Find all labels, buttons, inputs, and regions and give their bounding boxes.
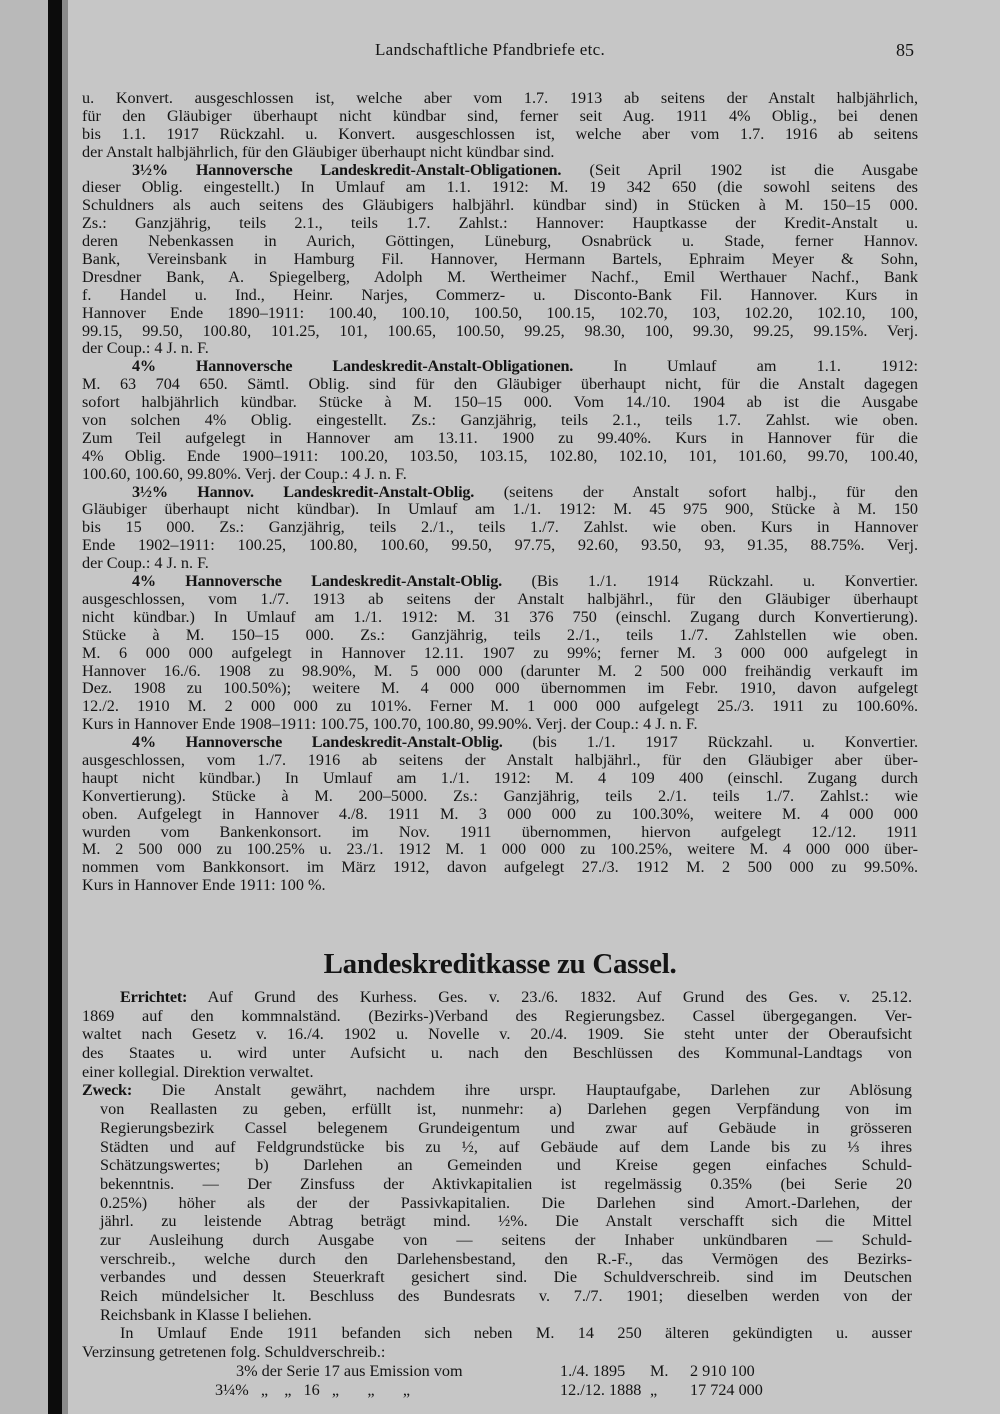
entry-heading: 3½% Hannov. Landeskredit-Anstalt-Oblig. [132, 483, 475, 501]
line-text: In Umlauf Ende 1911 befanden sich neben M. 14 250 älteren gekündigten u. ausser [120, 1324, 912, 1343]
text-line [82, 734, 918, 752]
currency-mark: „ [650, 1381, 658, 1399]
line-text: verschreib., welche durch den Darlehensbestand, den R.-F., das Vermögen des Bezirks- [100, 1249, 912, 1268]
line-text: Verzinsung getretenen folg. Schuldverschreib.: [82, 1343, 386, 1362]
entry-heading: 4% Hannoversche Landeskredit-Anstalt-Obligationen. [132, 358, 574, 376]
text-line [82, 287, 918, 305]
line-text: Ende 1902–1911: 100.25, 100.80, 100.60, 99.50, 97.75, 92.60, 93.50, 93, 91.35, 88.75%. Verj. [82, 537, 918, 555]
text-line [82, 877, 918, 895]
line-text: In Umlauf am 1.1. 1912: [573, 358, 918, 376]
line-text: 12./2. 1910 M. 2 000 000 zu 101%. Ferner M. 1 000 000 aufgelegt 25./3. 1911 zu 100.60%. [82, 698, 918, 716]
text-line [82, 1343, 912, 1362]
line-text: ausgeschlossen, vom 1./7. 1913 ab seitens der Anstalt halbjährl., für den Gläubiger überhaupt [82, 590, 918, 608]
emission-date: 12./12. 1888 [560, 1381, 642, 1399]
line-text: Hannover 16./6. 1908 zu 98.90%, M. 5 000 000 (darunter M. 2 500 000 freihändig verkauft im [82, 662, 918, 680]
line-text: sofort halbjährlich kündbar. Stücke à M. 150–15 000. Vom 14./10. 1904 ab ist die Ausgabe [82, 394, 918, 412]
line-text: für den Gläubiger überhaupt nicht kündbar sind, ferner seit Aug. 1911 4% Oblig., bei denen [82, 107, 918, 125]
line-text: Regierungsbezirk Cassel belegenem Grundeigentum und zwar auf Gebäude in grösseren [100, 1118, 912, 1137]
line-text: 99.15, 99.50, 100.80, 101.25, 101, 100.65, 100.50, 99.25, 98.30, 100, 99.30, 99.25, 99.15%. Verj. [82, 322, 918, 340]
text-line [82, 448, 918, 466]
entry-heading: Errichtet: [120, 988, 188, 1006]
line-text: bis 15 000. Zs.: Ganzjährig, teils 2./1., teils 1./7. Zahlst. wie oben. Kurs in Hannover [82, 519, 918, 537]
entry-heading: Zweck: [82, 1081, 133, 1100]
line-text: Auf Grund des Kurhess. Ges. v. 23./6. 1832. Auf Grund des Ges. v. 25.12. [187, 988, 912, 1006]
line-text: Gläubiger überhaupt nicht kündbar). In Umlauf am 1./1. 1912: M. 45 975 900, Stücke à M. 150 [82, 501, 918, 519]
running-title: Landschaftliche Pfandbriefe etc. [374, 40, 606, 59]
text-line [82, 251, 918, 269]
line-text: Schuldners als auch seitens des Gläubigers halbjährl. kündbar sind) in Stücken à M. 150–15 000. [82, 197, 918, 215]
text-line [82, 1063, 912, 1082]
text-line [82, 1100, 912, 1119]
line-text: Städten und auf Feldgrundstücke bis zu ½, auf Gebäude auf dem Lande bis zu ⅓ ihres [100, 1137, 912, 1156]
text-line [82, 1156, 912, 1175]
series-description: 3¼% „ „ 16 „ „ „ [215, 1381, 411, 1399]
text-line [82, 1007, 912, 1026]
text-line [82, 197, 918, 215]
emission-date: 1./4. 1895 [560, 1362, 626, 1380]
line-text: (bis 1./1. 1917 Rückzahl. u. Konvertier. [502, 734, 918, 752]
line-text: 100.60, 100.60, 99.80%. Verj. der Coup.: 4 J. n. F. [82, 465, 407, 483]
section-hannover-obligations [82, 90, 918, 895]
text-line [82, 555, 918, 573]
text-line [82, 376, 918, 394]
text-line [82, 501, 918, 519]
text-line [82, 627, 918, 645]
line-text: haupt nicht kündbar.) In Umlauf am 1./1. 1912: M. 4 109 400 (einschl. Zugang durch [82, 769, 918, 787]
text-line [82, 841, 918, 859]
line-text: Stücke à M. 150–15 000. Zs.: Ganzjährig, teils 2./1., teils 1./7. Zahlstellen wie oben. [82, 626, 918, 644]
text-line [82, 144, 918, 162]
line-text: f. Handel u. Ind., Heinr. Narjes, Commerz- u. Disconto-Bank Fil. Hannover. Kurs in [82, 286, 918, 304]
text-line [82, 484, 918, 502]
text-line [82, 215, 918, 233]
line-text: nicht kündbar.) In Umlauf am 1./1. 1912: M. 31 376 750 (einschl. Zugang durch Konvertierung). [82, 608, 918, 626]
text-line [82, 573, 918, 591]
text-line [82, 269, 918, 287]
line-text: Kurs in Hannover Ende 1908–1911: 100.75, 100.70, 100.80, 99.90%. Verj. der Coup.: 4 J. n. F. [82, 716, 698, 734]
text-line [82, 645, 918, 663]
line-text: Dresdner Bank, A. Spiegelberg, Adolph M. Wertheimer Nachf., Emil Werthauer Nachf., Bank [82, 268, 918, 286]
line-text: Zum Teil aufgelegt in Hannover am 13.11. 1900 zu 99.40%. Kurs in Hannover für die [82, 429, 918, 447]
adjacent-page-edge [0, 0, 50, 1414]
text-line [82, 305, 918, 323]
text-line [82, 358, 918, 376]
line-text: Hannover Ende 1890–1911: 100.40, 100.10, 100.50, 100.15, 102.70, 103, 102.20, 102.10, 100, [82, 304, 918, 322]
line-text: 4% Oblig. Ende 1900–1911: 100.20, 103.50, 103.15, 102.80, 102.10, 101, 101.60, 99.70, 100.40, [82, 447, 918, 465]
section-landeskreditkasse [82, 988, 912, 1362]
amount: 17 724 000 [690, 1381, 763, 1399]
text-line [82, 609, 918, 627]
text-line [82, 394, 918, 412]
line-text: (Seit April 1902 ist die Ausgabe [561, 161, 918, 179]
line-text: waltet nach Gesetz v. 16./4. 1902 u. Novelle v. 20./4. 1909. Sie steht unter der Oberaufsicht [82, 1025, 912, 1044]
line-text: von Reallasten zu geben, erfüllt ist, nunmehr: a) Darlehen gegen Verpfändung von im [100, 1100, 912, 1119]
line-text: der Coup.: 4 J. n. F. [82, 340, 209, 358]
line-text: Reichsbank in Klasse I beliehen. [100, 1305, 312, 1324]
line-text: Bank, Vereinsbank in Hamburg Fil. Hannover, Hermann Bartels, Ephraim Meyer & Sohn, [82, 251, 918, 269]
line-text: verbandes und dessen Steuerkraft gesichert sind. Die Schuldverschreib. sind im Deutschen [100, 1268, 912, 1287]
line-text: bis 1.1. 1917 Rückzahl. u. Konvert. ausgeschlossen ist, welche aber vom 1.7. 1916 ab seitens [82, 125, 918, 143]
line-text: jährl. zu leistende Abtrag beträgt mind. ½%. Die Anstalt verschafft sich die Mittel [100, 1212, 912, 1231]
line-text: deren Nebenkassen in Aurich, Göttingen, Lüneburg, Osnabrück u. Stade, ferner Hannov. [82, 233, 918, 251]
line-text: ausgeschlossen, vom 1./7. 1916 ab seitens der Anstalt halbjährl., für den Gläubiger aber über- [82, 751, 918, 769]
line-text: der Coup.: 4 J. n. F. [82, 555, 209, 573]
line-text: (seitens der Anstalt sofort halbj., für den [474, 483, 918, 501]
page-number: 85 [896, 40, 914, 60]
currency-mark: M. [650, 1362, 669, 1380]
text-line [82, 1268, 912, 1287]
text-line [82, 108, 918, 126]
line-text: 0.25%) höher als der der Passivkapitalien. Die Darlehen sind Amort.-Darlehen, der [100, 1193, 912, 1212]
text-line [82, 537, 918, 555]
line-text: bekenntnis. — Der Zinsfuss der Aktivkapitalien ist regelmässig 0.35% (bei Serie 20 [100, 1174, 912, 1193]
text-line [82, 770, 918, 788]
line-text: M. 63 704 650. Sämtl. Oblig. sind für den Gläubiger überhaupt nicht, für die Anstalt dagegen [82, 376, 918, 394]
text-line [82, 680, 918, 698]
line-text: M. 2 500 000 zu 100.25% u. 23./1. 1912 M. 1 000 000 zu 100.25%, weitere M. 4 000 000 über- [82, 841, 918, 859]
text-line [82, 716, 918, 734]
text-line [82, 859, 918, 877]
text-line [82, 1212, 912, 1231]
text-line [82, 591, 918, 609]
text-line [82, 1324, 912, 1343]
text-line [82, 323, 918, 341]
line-text: Kurs in Hannover Ende 1911: 100 %. [82, 877, 326, 895]
text-line [82, 430, 918, 448]
text-line [82, 752, 918, 770]
text-line [82, 1175, 912, 1194]
entry-heading: 4% Hannoversche Landeskredit-Anstalt-Oblig. [132, 573, 502, 591]
text-line [82, 1287, 912, 1306]
line-text: (Bis 1./1. 1914 Rückzahl. u. Konvertier. [501, 573, 918, 591]
line-text: des Staates u. wird unter Aufsicht u. nach den Beschlüssen des Kommunal-Landtags von [82, 1044, 912, 1063]
line-text: Dez. 1908 zu 100.50%); weitere M. 4 000 000 übernommen im Febr. 1910, davon aufgelegt [82, 680, 918, 698]
line-text: u. Konvert. ausgeschlossen ist, welche aber vom 1.7. 1913 ab seitens der Anstalt halbjährlich, [82, 90, 918, 107]
text-line [82, 1194, 912, 1213]
line-text: Konvertierung). Stücke à M. 200–5000. Zs.: Ganzjährig, teils 2./1. teils 1./7. Zahlst.: wie [82, 787, 918, 805]
text-line [82, 1044, 912, 1063]
text-line [82, 90, 918, 108]
book-binding-shadow [48, 0, 62, 1414]
text-line [82, 1081, 912, 1100]
text-line [82, 663, 918, 681]
text-line [82, 988, 912, 1007]
text-line [82, 1231, 912, 1250]
text-line [82, 1025, 912, 1044]
line-text: nommen vom Bankkonsort. im März 1912, davon aufgelegt 27./3. 1912 M. 2 500 000 zu 99.50%. [82, 859, 918, 877]
text-line [82, 824, 918, 842]
series-description: 3% der Serie 17 aus Emission vom [236, 1362, 463, 1380]
text-line [82, 1306, 912, 1325]
entry-heading: 4% Hannoversche Landeskredit-Anstalt-Oblig. [132, 734, 503, 752]
text-line [82, 233, 918, 251]
line-text: der Anstalt halbjährlich, für den Gläubiger überhaupt nicht kündbar sind. [82, 143, 555, 161]
line-text: 1869 auf den kommnalständ. (Bezirks-)Verband des Regierungsbez. Cassel übergegangen. Ver- [82, 1006, 912, 1025]
text-line [82, 162, 918, 180]
text-line [82, 788, 918, 806]
gutter-shadow [62, 0, 68, 1414]
line-text: Reich mündelsicher lt. Beschluss des Bundesrats v. 7./7. 1901; dieselben werden von der [100, 1287, 912, 1305]
text-line [82, 806, 918, 824]
text-line [82, 412, 918, 430]
line-text: von solchen 4% Oblig. eingestellt. Zs.: Ganzjährig, teils 2.1., teils 1.7. Zahlst. wie oben. [82, 412, 918, 430]
line-text: Zs.: Ganzjährig, teils 2.1., teils 1.7. Zahlst.: Hannover: Hauptkasse der Kredit-Anstalt u. [82, 215, 918, 233]
text-line [82, 340, 918, 358]
line-text: einer kollegial. Direktion verwaltet. [82, 1062, 314, 1081]
line-text: Schätzungswertes; b) Darlehen an Gemeinden und Kreise gegen einfaches Schuld- [100, 1156, 912, 1175]
entry-heading: 3½% Hannoversche Landeskredit-Anstalt-Obligationen. [132, 161, 562, 179]
text-line [82, 179, 918, 197]
line-text: Die Anstalt gewährt, nachdem ihre urspr. Hauptaufgabe, Darlehen zur Ablösung [132, 1081, 912, 1100]
text-line [82, 466, 918, 484]
text-line [82, 519, 918, 537]
text-line [82, 1138, 912, 1157]
amount: 2 910 100 [690, 1362, 755, 1380]
section-title-landeskreditkasse: Landeskreditkasse zu Cassel. [323, 948, 677, 980]
text-line [82, 698, 918, 716]
text-line [82, 1119, 912, 1138]
line-text: wurden vom Bankenkonsort. im Nov. 1911 übernommen, hiervon aufgelegt 12./12. 1911 [82, 823, 918, 841]
line-text: zur Ausleihung durch Ausgabe von — seitens der Inhaber unkündbaren — Schuld- [100, 1230, 912, 1249]
line-text: dieser Oblig. eingestellt.) In Umlauf am 1.1. 1912: M. 19 342 650 (die sowohl seitens des [82, 179, 918, 197]
text-line [82, 126, 918, 144]
line-text: M. 6 000 000 aufgelegt in Hannover 12.11. 1907 zu 99%; ferner M. 3 000 000 aufgelegt in [82, 644, 918, 662]
line-text: oben. Aufgelegt in Hannover 4./8. 1911 M. 3 000 000 zu 100.30%, weitere M. 4 000 000 [82, 805, 918, 823]
text-line [82, 1250, 912, 1269]
